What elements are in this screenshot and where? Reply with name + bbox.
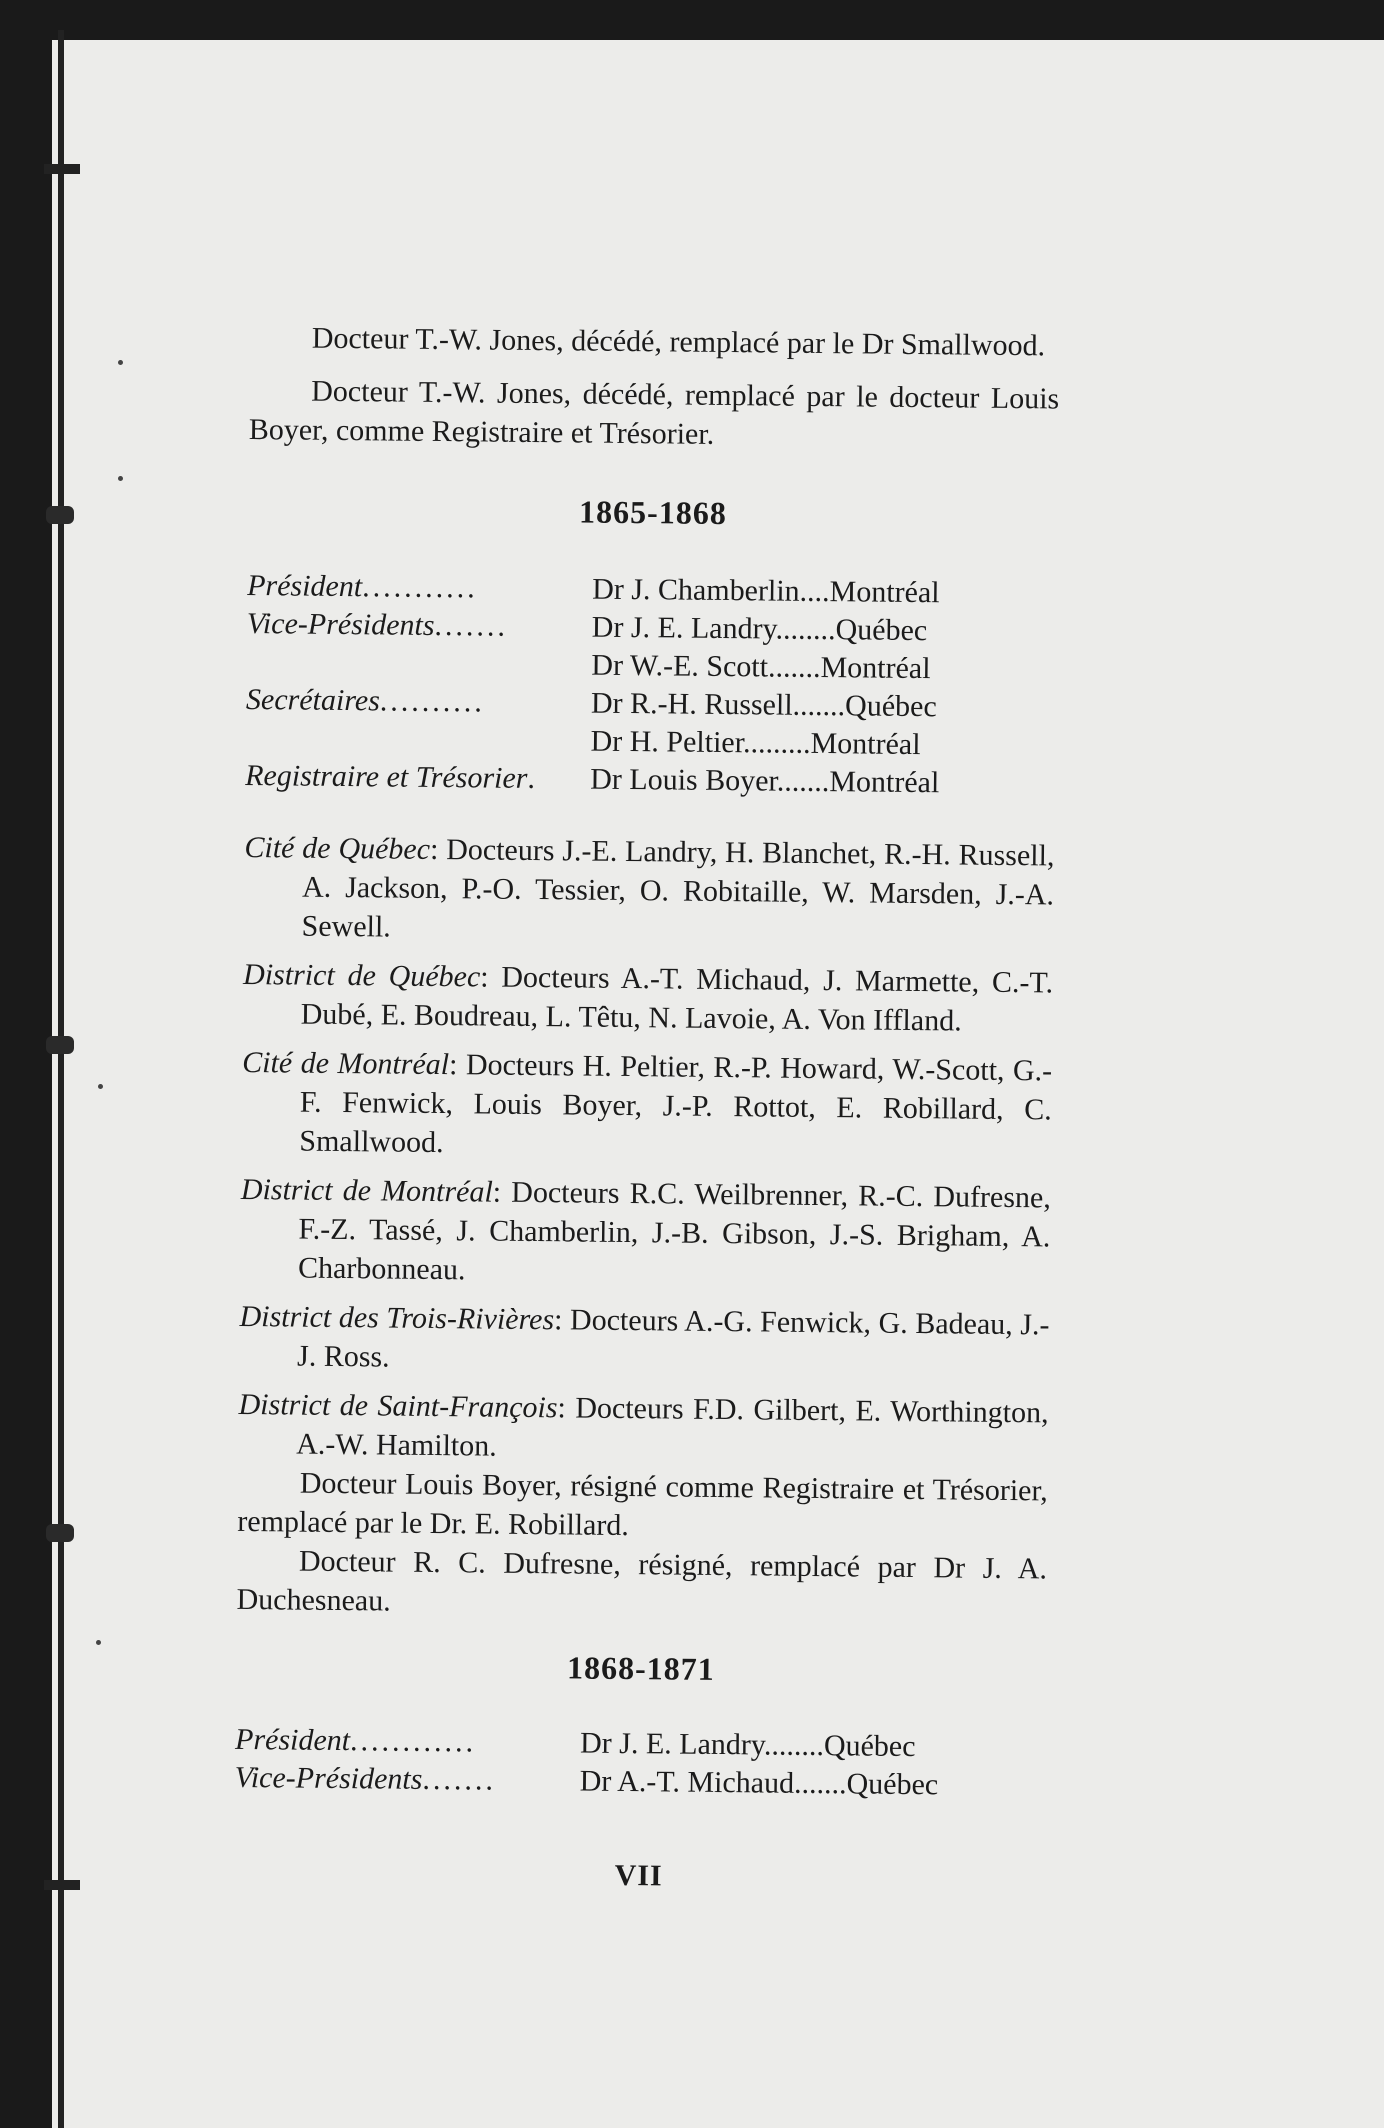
district-entry [240,1170,1051,1295]
officer-name: Dr W.-E. Scott [591,648,769,684]
officer-row [245,756,1055,802]
dot-leader: ....... [434,608,509,643]
district-entry [243,955,1054,1041]
officer-row [235,1758,1045,1804]
district-entry [241,1043,1052,1168]
officer-role: Vice-Présidents [246,606,435,642]
officer-name: Dr J. E. Landry [579,1726,765,1762]
district-label: Cité de Québec [244,830,431,866]
page-speck [118,476,123,481]
district-entry [238,1385,1049,1471]
dot-leader: ....... [792,688,846,723]
page-number: VII [614,1858,663,1893]
dot-leader: ....... [793,1766,847,1801]
district-members: : Docteurs J.-E. Landry, H. Blanchet, R.-H. Russell, A. Jackson, P.-O. Tessier, O. Robitaille, W. Marsden, J.-A. Sewell. [301,832,1055,944]
district-entry [239,1297,1050,1383]
page-content [234,318,1060,1899]
officer-name: Dr J. E. Landry [591,610,776,646]
officers-list [235,1720,1046,1804]
officer-city: Montréal [829,765,940,800]
dot-leader: .......... [379,684,486,719]
officer-role: Secrétaires [245,682,381,718]
officer-city: Montréal [810,726,921,762]
officers-list [245,566,1057,802]
page-speck [118,360,123,365]
dot-leader: ....... [767,650,821,684]
district-members: : Docteurs F.D. Gilbert, E. Worthington, A.-W. Hamilton. [296,1391,1049,1463]
dot-leader: ........ [763,1728,825,1763]
page-speck [96,1640,101,1645]
term-heading: 1868-1871 [566,1649,715,1687]
district-label: District des Trois-Rivières [239,1299,555,1337]
officer-city: Montréal [829,575,940,610]
dot-leader: ........ [775,612,836,647]
district-label: District de Saint-François [238,1387,558,1425]
district-entry [243,828,1054,953]
intro-paragraph: Docteur T.-W. Jones, décédé, remplacé par le docteur Louis Boyer, comme Registraire et Trésorier. [248,374,1060,451]
district-label: District de Montréal [240,1172,493,1209]
note-paragraph: Docteur Louis Boyer, résigné comme Registraire et Trésorier, remplacé par le Dr. E. Robillard. [237,1466,1048,1543]
note-paragraph: Docteur R. C. Dufresne, résigné, remplacé par Dr J. A. Duchesneau. [236,1544,1048,1618]
binding-notch [46,1036,74,1054]
officer-city: Québec [823,1729,916,1764]
binding-spine [58,30,64,2128]
officer-role: Vice-Présidents [234,1760,423,1796]
officer-role: Registraire et Trésorier [245,758,528,795]
intro-paragraph: Docteur T.-W. Jones, décédé, remplacé par le Dr Smallwood. [311,321,1046,363]
district-members: : Docteurs H. Peltier, R.-P. Howard, W.-Scott, G.-F. Fenwick, Louis Boyer, J.-P. Rottot, E. Robillard, C. Smallwood. [299,1048,1053,1160]
district-members: : Docteurs A.-T. Michaud, J. Marmette, C.-T. Dubé, E. Boudreau, L. Têtu, N. Lavoie, A. Von Iffland. [300,960,1054,1038]
binding-tick [44,164,80,174]
dot-leader: ......... [742,726,811,760]
officer-city: Québec [835,613,928,648]
officer-name: Dr Louis Boyer [590,762,778,798]
officer-role: Président [234,1722,351,1758]
dot-leader: ....... [422,1762,497,1797]
officer-name: Dr J. Chamberlin [592,572,800,608]
district-members: : Docteurs R.C. Weilbrenner, R.-C. Dufresne, F.-Z. Tassé, J. Chamberlin, J.-B. Gibson, J.-S. Brigham, A. Charbonneau. [297,1175,1052,1287]
term-heading: 1865-1868 [578,493,728,532]
page-speck [98,1084,103,1089]
officer-city: Québec [844,689,937,724]
dot-leader: .... [799,574,830,609]
officer-city: Montréal [820,650,931,686]
binding-notch [46,1524,74,1542]
officer-role: Président [247,568,363,604]
officer-name: Dr H. Peltier [590,724,744,760]
dot-leader: . [527,761,539,796]
district-label: Cité de Montréal [242,1045,450,1082]
officer-city: Québec [846,1767,939,1802]
dot-leader: ............ [349,1724,477,1759]
dot-leader: ........... [362,570,478,605]
officer-name: Dr R.-H. Russell [590,686,793,722]
district-members: : Docteurs A.-G. Fenwick, G. Badeau, J.-J. Ross. [296,1303,1050,1374]
binding-tick [44,1880,80,1890]
district-label: District de Québec [242,957,481,994]
dot-leader: ....... [776,764,830,799]
binding-notch [46,506,74,524]
officer-name: Dr A.-T. Michaud [579,1764,795,1800]
officer-row [246,680,1056,726]
